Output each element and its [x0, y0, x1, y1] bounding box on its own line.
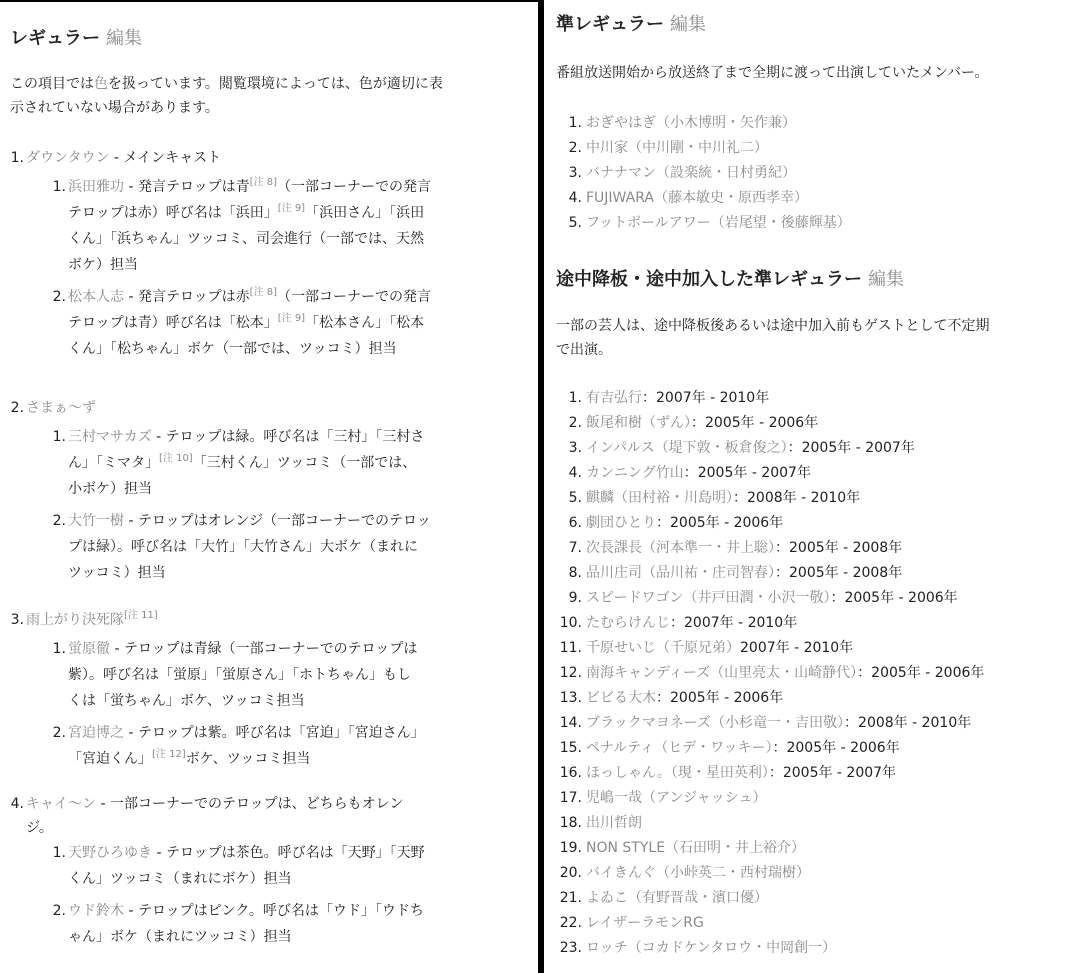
- section-description: 番組放送開始から放送終了まで全期に渡って出演していたメンバー。: [556, 65, 989, 81]
- list-item: 1. 三村マサカズ - テロップは緑。呼び名は「三村」「三村さ ん」「ミマタ」[注 10]「三村くん」ツッコミ（一部では、 小ボケ）担当: [52, 429, 425, 497]
- member-link[interactable]: フットボールアワー（岩尾望・後藤輝基）: [586, 215, 851, 231]
- section-heading-semi-regular-changes: 途中降板・途中加入した準レギュラー 編集: [556, 269, 904, 290]
- list-item: [568, 511, 784, 536]
- member-link[interactable]: ほっしゃん。（現・星田英利）: [586, 765, 769, 781]
- member-link[interactable]: 児嶋一哉（アンジャッシュ）: [586, 790, 767, 806]
- section-description: 一部の芸人は、途中降板後あるいは途中加入前もゲストとして不定期 で出演。: [556, 318, 990, 358]
- list-item: [568, 186, 808, 211]
- member-link[interactable]: 松本人志: [68, 289, 124, 305]
- list-item: 4. キャイ〜ン - 一部コーナーでのテロップは、どちらもオレン ジ。 1. 天野ひろゆき - テロップは茶色。呼び名は「天野」「天野 くん」ツッコミ（まれにボケ）担当 2. ウド鈴木 - テロップはピンク。呼び名は「ウド」「ウドち ゃん」ボケ（まれにツッコミ）担当: [26, 792, 530, 956]
- period-text: ：2005年 - 2008年: [775, 565, 903, 581]
- footnote-ref[interactable]: [注 10]: [159, 453, 193, 464]
- period-text: ：2007年 - 2010年: [642, 390, 770, 406]
- list-item: [559, 886, 768, 911]
- section-heading-regular: レギュラー 編集: [10, 28, 142, 49]
- member-link[interactable]: スピードワゴン（井戸田潤・小沢一敬）: [586, 590, 831, 606]
- period-text: 2007年 - 2010年: [740, 640, 854, 656]
- footnote-ref[interactable]: [注 8]: [249, 287, 278, 298]
- right-panel: [544, 0, 1081, 973]
- list-number: 2.: [568, 415, 582, 431]
- member-link[interactable]: FUJIWARA（藤本敏史・原西孝幸）: [586, 190, 808, 206]
- list-item: 3. 雨上がり決死隊[注 11] 1. 蛍原徹 - テロップは青緑（一部コーナーでのテロップは 紫）。呼び名は「蛍原」「蛍原さん」「ホトちゃん」もし くは「蛍ちゃん」ボケ、ツッコミ担当 2. 宮迫博之 - テロップは紫。呼び名は「宮迫」「宮迫さん」 「宮迫くん」[注 12]ボケ、ツッコミ担当: [26, 608, 530, 778]
- edit-link[interactable]: 編集: [670, 14, 706, 35]
- list-number: 9.: [568, 590, 582, 606]
- period-text: ：2005年 - 2006年: [772, 740, 900, 756]
- list-item: [568, 586, 958, 611]
- period-text: ：2005年 - 2008年: [775, 540, 903, 556]
- list-item: [559, 686, 784, 711]
- list-item: [568, 486, 861, 511]
- member-link[interactable]: 宮迫博之: [68, 725, 124, 741]
- list-item: [559, 936, 837, 961]
- list-number: 3.: [568, 440, 582, 456]
- list-item: 1. 蛍原徹 - テロップは青緑（一部コーナーでのテロップは 紫）。呼び名は「蛍原」「蛍原さん」「ホトちゃん」もし くは「蛍ちゃん」ボケ、ツッコミ担当: [52, 641, 418, 709]
- member-link[interactable]: ロッチ（コカドケンタロウ・中岡創一）: [586, 940, 837, 956]
- list-item: [559, 636, 854, 661]
- list-number: 5.: [568, 215, 582, 231]
- list-number: 7.: [568, 540, 582, 556]
- footnote-ref[interactable]: [注 11]: [124, 610, 158, 621]
- edit-link[interactable]: 編集: [868, 269, 904, 290]
- group-link[interactable]: ダウンタウン: [26, 150, 110, 166]
- group-link[interactable]: キャイ〜ン: [26, 796, 96, 812]
- member-link[interactable]: 有吉弘行: [586, 390, 642, 406]
- list-item: [568, 111, 796, 136]
- list-item: 2. 松本人志 - 発言テロップは赤[注 8]（一部コーナーでの発言 テロップは青）呼び名は「松本」[注 9]「松本さん」「松本 くん」「松ちゃん」ボケ（一部では、ツッコミ）担当: [52, 287, 432, 357]
- list-number: 3.: [568, 165, 582, 181]
- list-item: [568, 411, 819, 436]
- list-number: 13.: [559, 690, 582, 706]
- list-number: 1.: [568, 115, 582, 131]
- list-number: 12.: [559, 665, 582, 681]
- member-link[interactable]: ウド鈴木: [68, 903, 124, 919]
- member-link[interactable]: 天野ひろゆき: [68, 845, 152, 861]
- period-text: ：2005年 - 2006年: [656, 515, 784, 531]
- footnote-ref[interactable]: [注 9]: [277, 203, 306, 214]
- list-number: 14.: [559, 715, 582, 731]
- list-number: 20.: [559, 865, 582, 881]
- member-link[interactable]: 千原せいじ（千原兄弟）: [586, 640, 740, 656]
- list-item: 1. 天野ひろゆき - テロップは茶色。呼び名は「天野」「天野 くん」ツッコミ（まれにボケ）担当: [52, 845, 425, 887]
- list-item: [568, 161, 796, 186]
- list-number: 8.: [568, 565, 582, 581]
- list-number: 1.: [568, 390, 582, 406]
- list-item: [559, 836, 806, 861]
- footnote-ref[interactable]: [注 8]: [249, 177, 278, 188]
- list-number: 2.: [568, 140, 582, 156]
- list-number: 4.: [568, 465, 582, 481]
- left-panel: [0, 2, 538, 973]
- member-link[interactable]: インパルス（堤下敦・板倉俊之）: [586, 440, 788, 456]
- member-link[interactable]: よゐこ（有野晋哉・濱口優）: [586, 890, 768, 906]
- list-number: 21.: [559, 890, 582, 906]
- group-link[interactable]: 雨上がり決死隊: [26, 612, 124, 628]
- period-text: ：2005年 - 2006年: [830, 590, 958, 606]
- period-text: ：2005年 - 2007年: [768, 765, 897, 781]
- period-text: ：2005年 - 2006年: [691, 415, 819, 431]
- list-number: 15.: [559, 740, 582, 756]
- period-text: ：2005年 - 2007年: [787, 440, 915, 456]
- edit-link[interactable]: 編集: [106, 28, 142, 49]
- member-link[interactable]: バイきんぐ（小峠英二・西村瑞樹）: [586, 865, 810, 881]
- list-item: [568, 561, 903, 586]
- list-number: 6.: [568, 515, 582, 531]
- member-link[interactable]: 南海キャンディーズ（山里亮太・山崎静代）: [586, 665, 858, 681]
- member-link[interactable]: 蛍原徹: [68, 641, 110, 657]
- list-number: 16.: [559, 765, 582, 781]
- list-item: [559, 661, 985, 686]
- member-link[interactable]: 浜田雅功: [68, 179, 124, 195]
- member-link[interactable]: おぎやはぎ（小木博明・矢作兼）: [586, 115, 796, 131]
- list-item: [568, 386, 770, 411]
- member-link[interactable]: レイザーラモンRG: [586, 915, 704, 931]
- member-link[interactable]: ブラックマヨネーズ（小杉竜一・吉田敬）: [586, 715, 845, 731]
- group-link[interactable]: さまぁ〜ず: [26, 400, 96, 416]
- list-number: 10.: [559, 615, 582, 631]
- list-number: 19.: [559, 840, 582, 856]
- list-item: [568, 211, 851, 236]
- member-link[interactable]: ビビる大木: [586, 690, 656, 706]
- member-link[interactable]: 品川庄司（品川祐・庄司智春）: [586, 565, 775, 581]
- member-link[interactable]: 大竹一樹: [68, 513, 124, 529]
- member-link[interactable]: 麒麟（田村裕・川島明）: [586, 490, 733, 506]
- list-item: [559, 811, 642, 836]
- list-item: 1. 浜田雅功 - 発言テロップは青[注 8]（一部コーナーでの発言 テロップは赤）呼び名は「浜田」[注 9]「浜田さん」「浜田 くん」「浜ちゃん」ツッコミ、司会進行（一部では、天然 ボケ）担当: [52, 177, 432, 273]
- list-number: 17.: [559, 790, 582, 806]
- period-text: ：2007年 - 2010年: [670, 615, 798, 631]
- list-item: [559, 786, 767, 811]
- list-item: [559, 711, 972, 736]
- section-heading-semi-regular: 準レギュラー 編集: [556, 14, 706, 35]
- list-item: [559, 736, 900, 761]
- list-item: 1. ダウンタウン - メインキャスト 1. 浜田雅功 - 発言テロップは青[注 8]（一部コーナーでの発言 テロップは赤）呼び名は「浜田」[注 9]「浜田さん」「浜田 くん」「浜ちゃん」ツッコミ、司会進行（一部では、天然 ボケ）担当 2. 松本人志 - 発言テロップは赤[注 8]（一部コーナーでの発言 テロップは青）呼び名は「松本」[注 9]「松本さん」「松本 くん」「松ちゃん」ボケ（一部では、ツッコミ）担当: [26, 146, 530, 368]
- member-link[interactable]: ペナルティ（ヒデ・ワッキー）: [586, 740, 773, 756]
- list-item: [559, 611, 798, 636]
- list-number: 22.: [559, 915, 582, 931]
- list-item: [559, 861, 810, 886]
- list-item: [559, 911, 704, 936]
- period-text: ：2008年 - 2010年: [844, 715, 972, 731]
- list-item: [568, 436, 915, 461]
- period-text: ：2005年 - 2006年: [857, 665, 985, 681]
- member-link[interactable]: 出川哲朗: [586, 815, 642, 831]
- list-item: 2. ウド鈴木 - テロップはピンク。呼び名は「ウド」「ウドち ゃん」ボケ（まれにツッコミ）担当: [52, 903, 424, 945]
- member-link[interactable]: バナナマン（設楽統・日村勇紀）: [586, 165, 796, 181]
- list-item: 2. 宮迫博之 - テロップは紫。呼び名は「宮迫」「宮迫さん」 「宮迫くん」[注 12]ボケ、ツッコミ担当: [52, 725, 425, 767]
- member-link[interactable]: 劇団ひとり: [586, 515, 656, 531]
- member-link[interactable]: NON STYLE（石田明・井上裕介）: [586, 840, 806, 856]
- list-number: 18.: [559, 815, 582, 831]
- footnote-ref[interactable]: [注 9]: [277, 313, 306, 324]
- member-link[interactable]: 飯尾和樹（ずん）: [586, 415, 691, 431]
- period-text: ：2008年 - 2010年: [733, 490, 861, 506]
- list-number: 4.: [568, 190, 582, 206]
- color-link[interactable]: 色: [94, 76, 108, 92]
- list-number: 23.: [559, 940, 582, 956]
- list-item: [568, 536, 903, 561]
- list-item: [568, 136, 768, 161]
- member-link[interactable]: 三村マサカズ: [68, 429, 152, 445]
- footnote-ref[interactable]: [注 12]: [152, 749, 186, 760]
- list-number: 5.: [568, 490, 582, 506]
- period-text: ：2005年 - 2006年: [656, 690, 784, 706]
- list-item: 2. さまぁ〜ず 1. 三村マサカズ - テロップは緑。呼び名は「三村」「三村さ ん」「ミマタ」[注 10]「三村くん」ツッコミ（一部では、 小ボケ）担当 2. 大竹一樹 - テロップはオレンジ（一部コーナーでのテロッ プは緑）。呼び名は「大竹」「大竹さん」大ボケ（まれに ツッコミ）担当: [26, 396, 530, 592]
- member-link[interactable]: 次長課長（河本準一・井上聡）: [586, 540, 775, 556]
- list-number: 11.: [559, 640, 582, 656]
- list-item: 2. 大竹一樹 - テロップはオレンジ（一部コーナーでのテロッ プは緑）。呼び名は「大竹」「大竹さん」大ボケ（まれに ツッコミ）担当: [52, 513, 431, 581]
- list-item: [568, 461, 811, 486]
- color-notice: この項目では色を扱っています。閲覧環境によっては、色が適切に表 示されていない場合があります。: [10, 76, 443, 116]
- member-link[interactable]: たむらけんじ: [586, 615, 670, 631]
- list-item: [559, 761, 897, 786]
- member-link[interactable]: 中川家（中川剛・中川礼二）: [586, 140, 768, 156]
- period-text: ：2005年 - 2007年: [683, 465, 811, 481]
- member-link[interactable]: カンニング竹山: [586, 465, 684, 481]
